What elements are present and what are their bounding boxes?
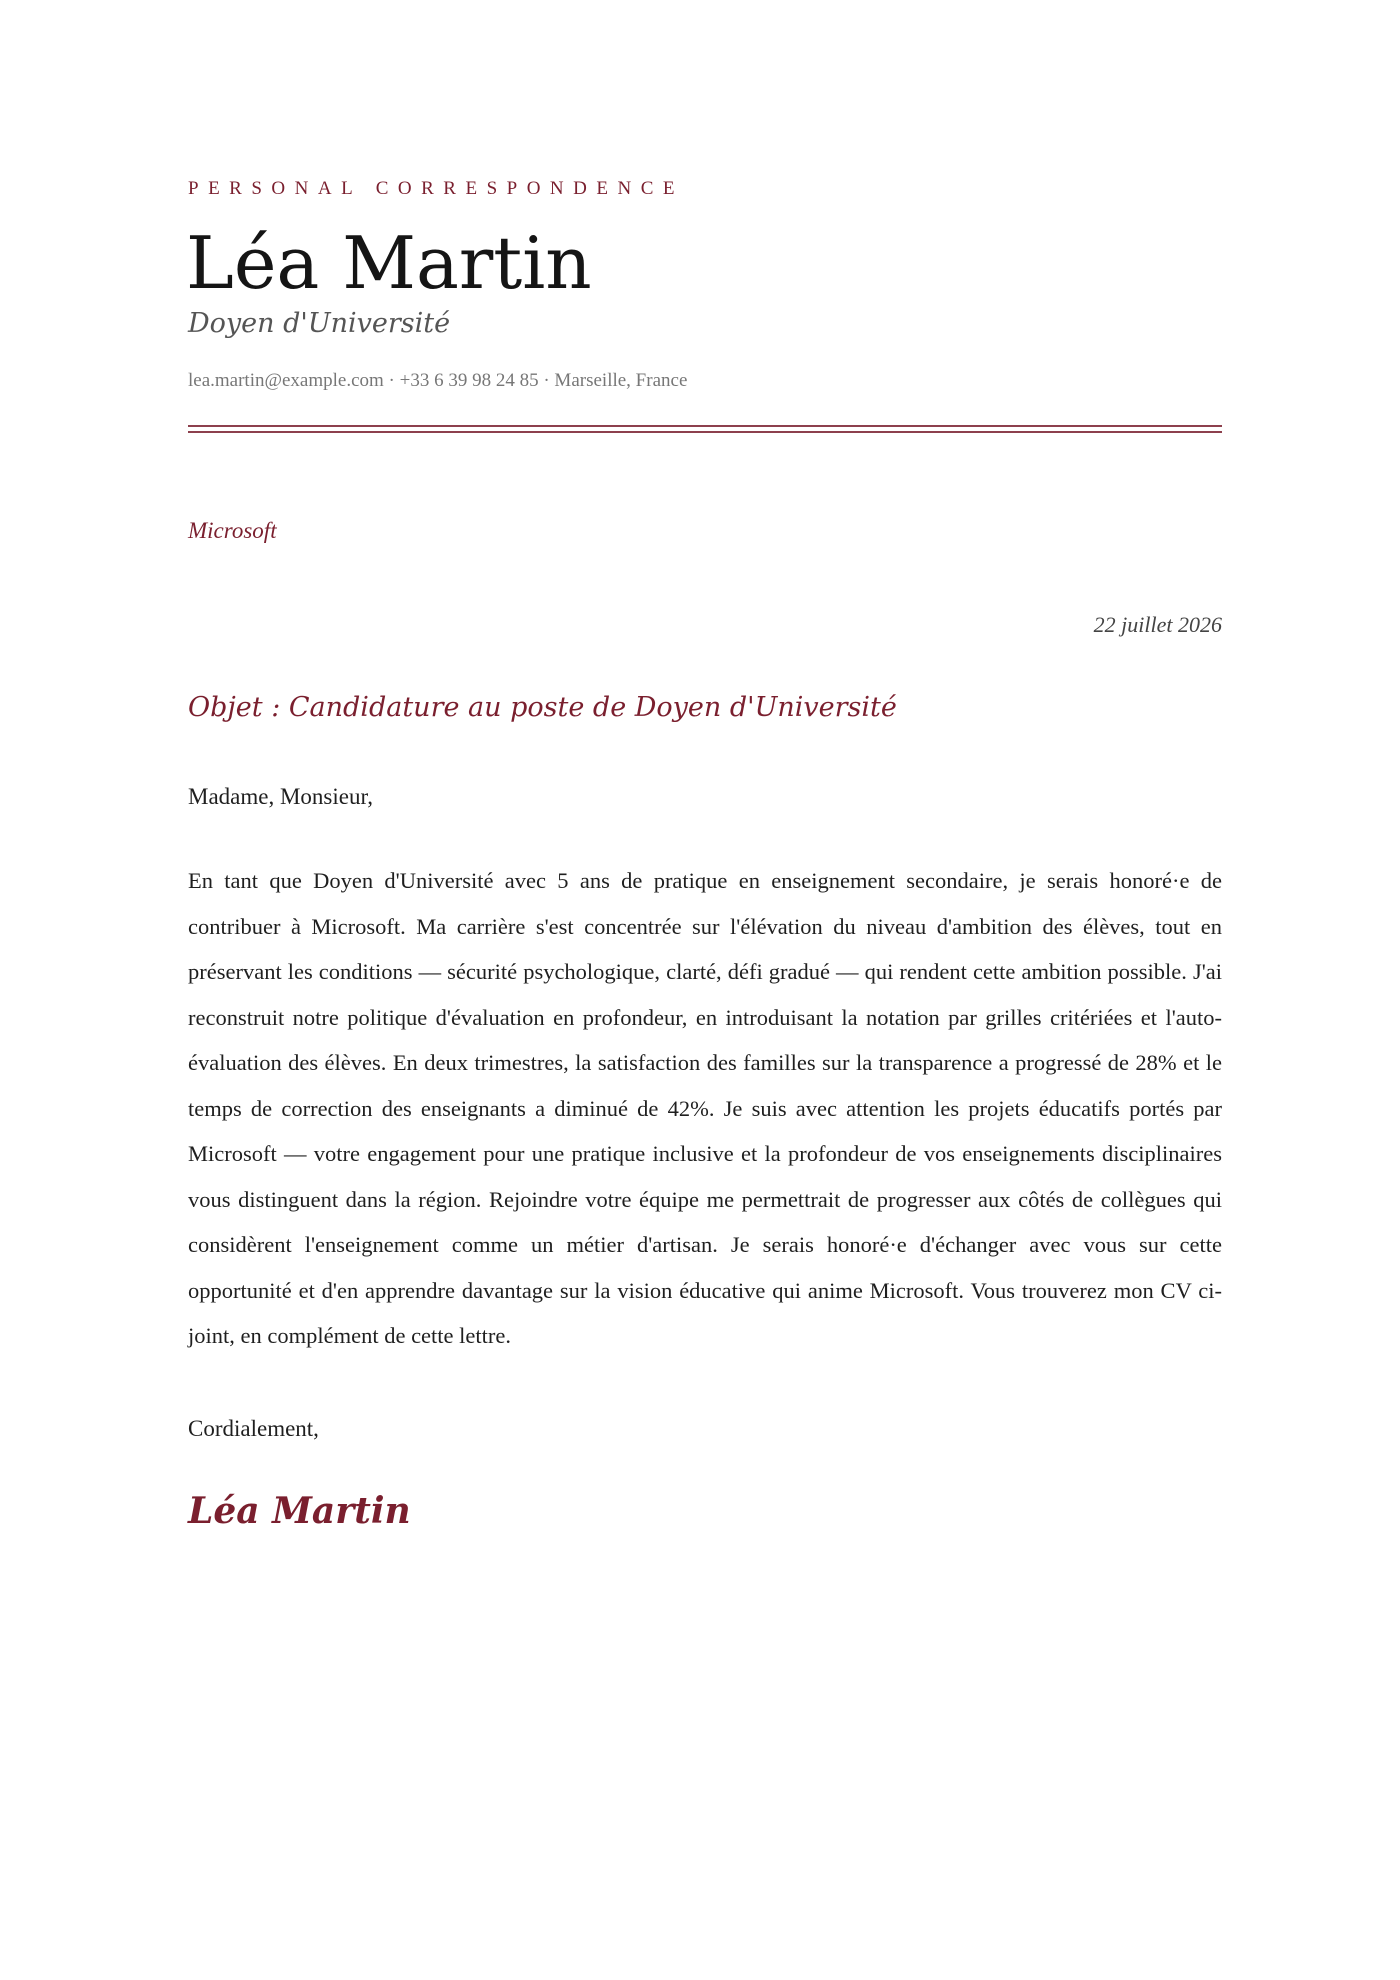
recipient: Microsoft [188,518,277,543]
header-divider [188,425,1222,433]
sender-name: Léa Martin [186,221,592,305]
sender-role: Doyen d'Université [188,308,451,339]
letter-body: En tant que Doyen d'Université avec 5 ans de pratique en enseignement secondaire, je serais honoré·e de contribuer à Microsoft. Ma carrière s'est concentrée sur l'élévation du niveau d'ambition des élèves, tout en préservant les conditions — sécurité psychologique, clarté, défi gradué — qui rendent cette ambition possible. J'ai reconstruit notre politique d'évaluation en profondeur, en introduisant la notation par grilles critériées et l'auto-évaluation des élèves. En deux trimestres, la satisfaction des familles sur la transparence a progressé de 28% et le temps de correction des enseignants a diminué de 42%. Je suis avec attention les projets éducatifs portés par Microsoft — votre engagement pour une pratique inclusive et la profondeur de vos enseignements disciplinaires vous distinguent dans la région. Rejoindre votre équipe me permettrait de progresser aux côtés de collègues qui considèrent l'enseignement comme un métier d'artisan. Je serais honoré·e d'échanger avec vous sur cette opportunité et d'en apprendre davantage sur la vision éducative qui anime Microsoft. Vous trouverez mon CV ci-joint, en complément de cette lettre. [188,868,1222,1348]
closing: Cordialement, [188,1416,319,1441]
sender-contact: lea.martin@example.com · +33 6 39 98 24 85 · Marseille, France [188,370,688,391]
signature: Léa Martin [188,1490,411,1532]
salutation: Madame, Monsieur, [188,784,373,809]
header-eyebrow: PERSONAL CORRESPONDENCE [188,178,684,199]
letter-date: 22 juillet 2026 [1093,612,1222,637]
letter-page [188,0,1222,1980]
letter-subject: Objet : Candidature au poste de Doyen d'Université [188,692,897,723]
